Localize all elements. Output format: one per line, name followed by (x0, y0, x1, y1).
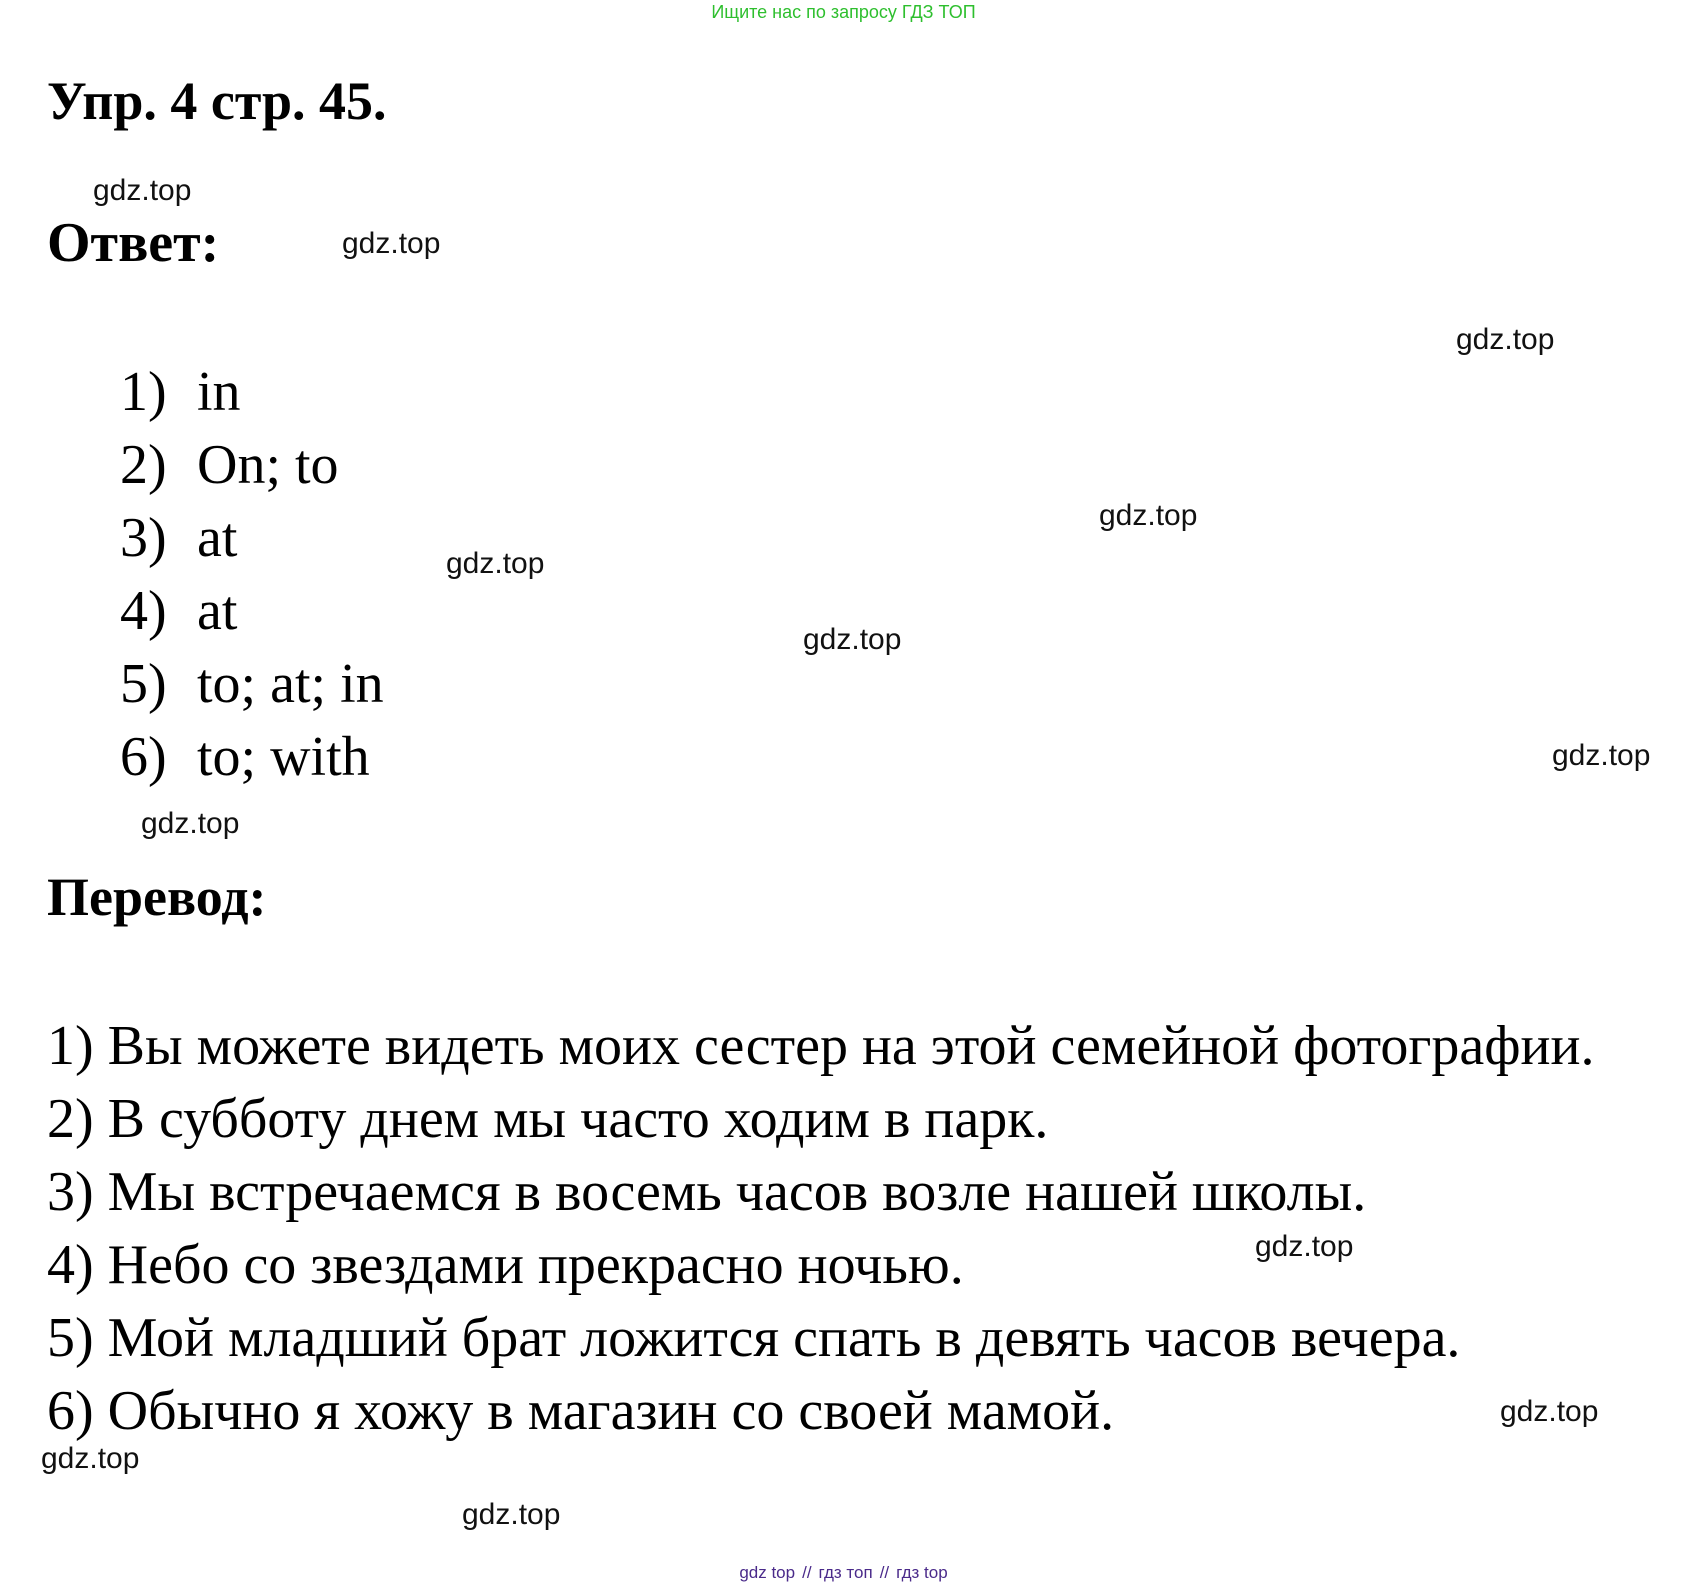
page-title: Упр. 4 стр. 45. (47, 71, 387, 131)
translation-heading: Перевод: (47, 867, 267, 927)
watermark: gdz.top (1456, 323, 1555, 356)
translation-item: 2) В субботу днем мы часто ходим в парк. (47, 1088, 1049, 1150)
watermark: gdz.top (1552, 739, 1651, 772)
watermark: gdz.top (462, 1498, 561, 1531)
answer-item (120, 356, 384, 429)
watermark: gdz.top (141, 807, 240, 840)
answer-number: 4) (120, 580, 167, 642)
footer-separator: // (879, 1563, 890, 1582)
translation-item: 1) Вы можете видеть моих сестер на этой семейной фотографии. (47, 1015, 1595, 1077)
answer-item (120, 648, 384, 721)
answer-text: in (197, 361, 241, 423)
answer-heading: Ответ: (47, 212, 220, 274)
watermark: gdz.top (41, 1442, 140, 1475)
answer-number: 2) (120, 434, 167, 496)
footer-link[interactable]: гдз top (896, 1563, 948, 1582)
watermark: gdz.top (342, 227, 441, 260)
answer-list (120, 356, 384, 794)
answer-text: On; to (197, 434, 339, 496)
translation-item: 5) Мой младший брат ложится спать в девять часов вечера. (47, 1307, 1461, 1369)
answer-item (120, 429, 384, 502)
translation-list (47, 1010, 1594, 1448)
answer-item (120, 575, 384, 648)
watermark: gdz.top (1099, 499, 1198, 532)
answer-number: 6) (120, 726, 167, 788)
translation-item: 6) Обычно я хожу в магазин со своей мамой. (47, 1380, 1115, 1442)
footer-separator: // (802, 1563, 812, 1582)
footer-link[interactable]: гдз топ (818, 1563, 873, 1582)
footer-link[interactable]: gdz top (739, 1563, 796, 1582)
translation-item: 3) Мы встречаемся в восемь часов возле нашей школы. (47, 1161, 1367, 1223)
watermark: gdz.top (803, 623, 902, 656)
answer-number: 1) (120, 361, 167, 423)
answer-text: at (197, 507, 238, 569)
top-banner: Ищите нас по запросу ГДЗ ТОП (711, 2, 976, 22)
answer-number: 5) (120, 653, 167, 715)
answer-text: to; at; in (197, 653, 384, 715)
watermark: gdz.top (446, 547, 545, 580)
answer-text: at (197, 580, 238, 642)
answer-number: 3) (120, 507, 167, 569)
answer-text: to; with (197, 726, 370, 788)
translation-item: 4) Небо со звездами прекрасно ночью. (47, 1234, 964, 1296)
answer-item (120, 721, 384, 794)
footer-links (0, 1562, 1687, 1584)
watermark: gdz.top (1255, 1230, 1354, 1263)
answer-item (120, 502, 384, 575)
watermark: gdz.top (93, 174, 192, 207)
watermark: gdz.top (1500, 1395, 1599, 1428)
